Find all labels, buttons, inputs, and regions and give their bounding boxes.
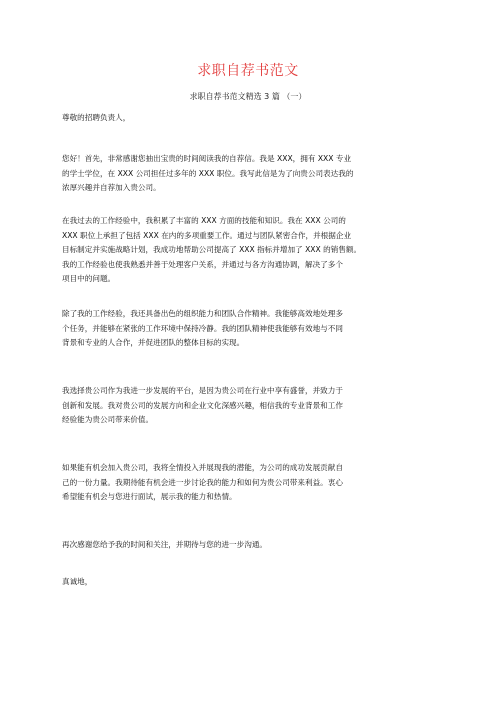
- document-title: 求职自荐书范文: [197, 63, 299, 79]
- paragraph-6: [62, 538, 434, 553]
- paragraph-text: 再次感谢您给予我的时间和关注，并期待与您的进一步沟通。: [62, 540, 268, 549]
- paragraph-5: [62, 461, 434, 505]
- paragraph-text: 在我过去的工作经验中，我积累了丰富的 XXX 方面的技能和知识。我在 XXX 公司的 XXX 职位上承担了包括 XXX 在内的多项重要工作。通过与团队紧密合作，并根据企业 目标制定并实施战略计划，我成功地帮助公司提高了 XXX 指标并增加了 XXX 的销售额。 我的工作经验也使我熟悉并善于处理客户关系，并通过与各方沟通协调，解决了多个 项目中的问题。: [62, 216, 362, 283]
- closing: 真诚地，: [62, 577, 93, 586]
- paragraph-4: [62, 384, 434, 428]
- paragraph-2: [62, 214, 434, 287]
- paragraph-text: 如果能有机会加入贵公司，我将全情投入并展现我的潜能，为公司的成功发展贡献自 己的一份力量。我期待能有机会进一步讨论我的能力和如何为贵公司带来利益。衷心 希望能有机会与您进行面试，展示我的能力和热情。: [62, 463, 343, 501]
- salutation: 尊敬的招聘负责人，: [62, 113, 131, 122]
- paragraph-text: 您好！首先，非常感谢您抽出宝贵的时间阅读我的自荐信。我是 XXX，拥有 XXX 专业 的学士学位，在 XXX 公司担任过多年的 XXX 职位。我写此信是为了向贵公司表达我的 浓厚兴趣并自荐加入贵公司。: [62, 154, 354, 192]
- paragraph-text: 我选择贵公司作为我进一步发展的平台，是因为贵公司在行业中享有盛誉，并致力于 创新和发展。我对贵公司的发展方向和企业文化深感兴趣，相信我的专业背景和工作 经验能为贵公司带来价值。: [62, 386, 343, 424]
- paragraph-3: [62, 307, 434, 351]
- document-subtitle: 求职自荐书范文精选 3 篇 （一）: [189, 92, 307, 101]
- paragraph-1: [62, 152, 434, 196]
- paragraph-text: 除了我的工作经验，我还具备出色的组织能力和团队合作精神。我能够高效地处理多 个任务，并能够在紧张的工作环境中保持冷静。我的团队精神使我能够有效地与不同 背景和专业的人合作，并促进团队的整体目标的实现。: [62, 309, 343, 347]
